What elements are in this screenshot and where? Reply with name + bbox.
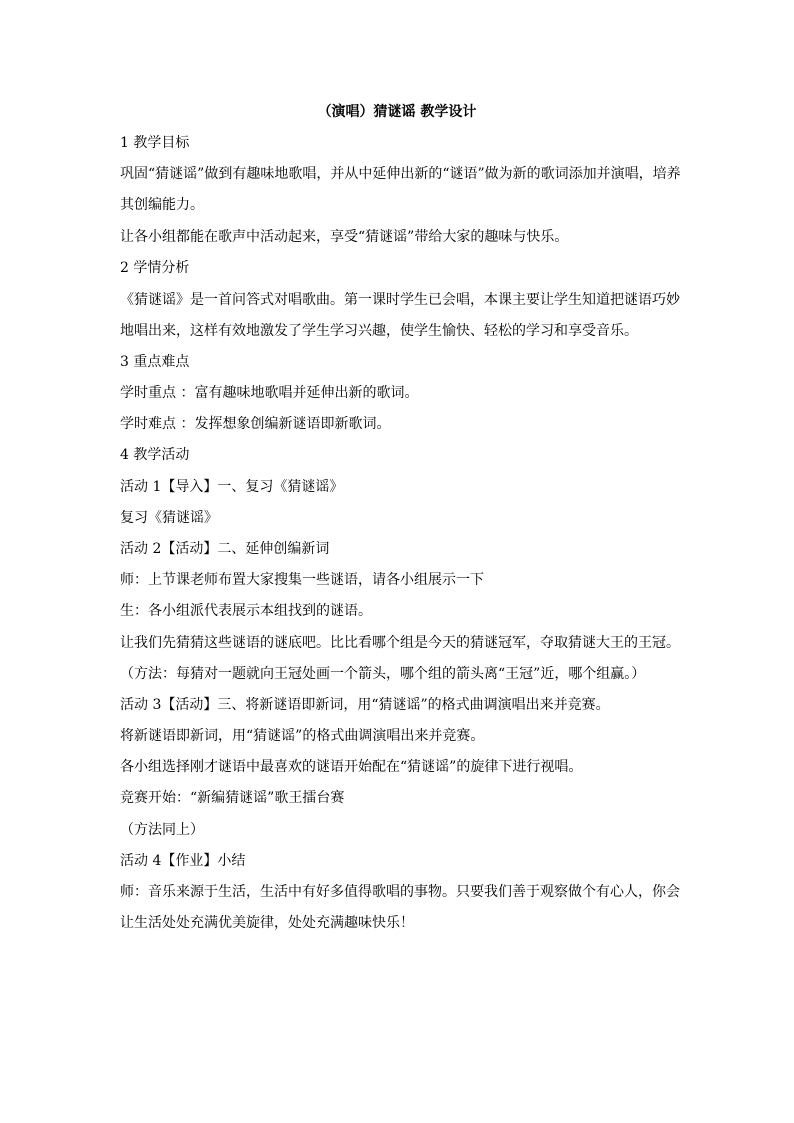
paragraph-line: 学时重点 ：富有趣味地歌唱并延伸出新的歌词。 <box>120 385 419 401</box>
paragraph-line: 让各小组都能在歌声中活动起来，享受“猜谜谣”带给大家的趣味与快乐。 <box>120 229 569 245</box>
section-heading-analysis: 2 学情分析 <box>120 260 190 276</box>
document-title: （演唱）猜谜谣 教学设计 <box>317 104 477 120</box>
activity-heading: 活动 4【作业】小结 <box>120 853 246 869</box>
activity-heading: 活动 3【活动】三、将新谜语即新词，用“猜谜谣”的格式曲调演唱出来并竞赛。 <box>120 697 610 713</box>
paragraph-line: 将新谜语即新词，用“猜谜谣”的格式曲调演唱出来并竞赛。 <box>120 728 485 744</box>
paragraph-line: 学时难点 ：发挥想象创编新谜语即新歌词。 <box>120 416 391 432</box>
section-heading-key-points: 3 重点难点 <box>120 354 190 370</box>
paragraph-line: 师：音乐来源于生活，生活中有好多值得歌唱的事物。只要我们善于观察做个有心人，你会 <box>120 884 680 900</box>
paragraph-line: 竞赛开始：“新编猜谜谣”歌王擂台赛 <box>120 790 345 806</box>
paragraph-line: 师：上节课老师布置大家搜集一些谜语，请各小组展示一下 <box>120 572 484 588</box>
paragraph-line: 《猜谜谣》是一首问答式对唱歌曲。第一课时学生已会唱，本课主要让学生知道把谜语巧妙 <box>120 292 680 308</box>
section-heading-activities: 4 教学活动 <box>120 447 190 463</box>
paragraph-line: 让生活处处充满优美旋律，处处充满趣味快乐！ <box>120 915 414 931</box>
paragraph-line: 其创编能力。 <box>120 197 204 213</box>
paragraph-line: 地唱出来，这样有效地激发了学生学习兴趣，使学生愉快、轻松的学习和享受音乐。 <box>120 323 638 339</box>
activity-heading: 活动 1【导入】一、复习《猜谜谣》 <box>120 479 344 495</box>
paragraph-line: 复习《猜谜谣》 <box>120 510 218 526</box>
paragraph-line: 生：各小组派代表展示本组找到的谜语。 <box>120 603 372 619</box>
activity-heading: 活动 2【活动】二、延伸创编新词 <box>120 541 330 557</box>
paragraph-line: 巩固“猜谜谣”做到有趣味地歌唱，并从中延伸出新的“谜语”做为新的歌词添加并演唱，培养 <box>120 166 681 182</box>
section-heading-objectives: 1 教学目标 <box>120 135 190 151</box>
paragraph-line: 让我们先猜猜这些谜语的谜底吧。比比看哪个组是今天的猜谜冠军，夺取猜谜大王的王冠。 <box>120 635 680 651</box>
paragraph-line: （方法同上） <box>120 822 204 838</box>
paragraph-line: 各小组选择刚才谜语中最喜欢的谜语开始配在“猜谜谣”的旋律下进行视唱。 <box>120 759 583 775</box>
paragraph-line: （方法：每猜对一题就向王冠处画一个箭头，哪个组的箭头离“王冠”近，哪个组赢。） <box>120 666 646 682</box>
